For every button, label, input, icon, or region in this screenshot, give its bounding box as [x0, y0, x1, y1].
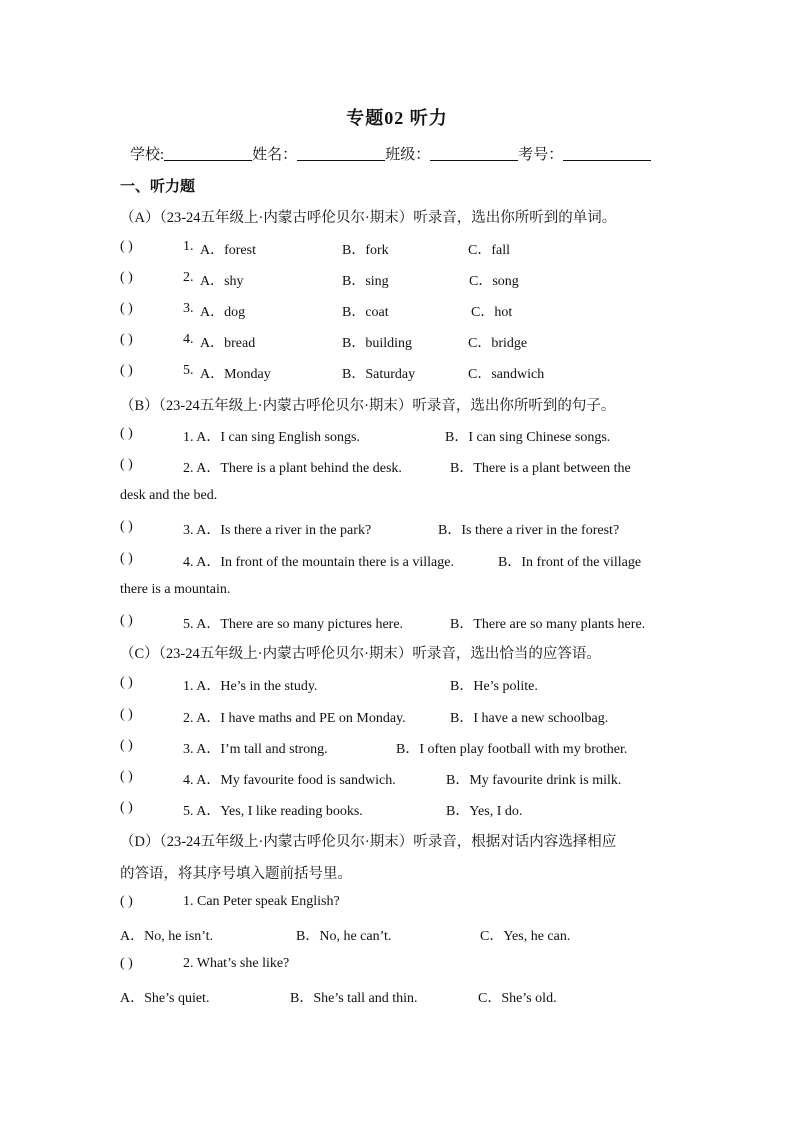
option-b: B．There are so many plants here. [450, 617, 646, 632]
option-c: C．Yes, he can. [480, 929, 571, 944]
option-a: 3. A．I’m tall and strong. [183, 742, 328, 757]
part-a-header: （A）（23-24五年级上·内蒙古呼伦贝尔·期末）听录音，选出你所听到的单词。 [120, 210, 617, 226]
option-a: A．She’s quiet. [120, 991, 210, 1006]
option-b: B．Saturday [342, 367, 416, 382]
number-blank[interactable] [563, 146, 651, 161]
part-d-question [120, 894, 680, 914]
part-b-header: （B）（23-24五年级上·内蒙古呼伦贝尔·期末）听录音，选出你所听到的句子。 [120, 398, 616, 414]
part-b-item [120, 551, 680, 571]
part-c-item [120, 738, 680, 758]
answer-paren[interactable]: ( ) [120, 332, 133, 347]
part-a-item [120, 301, 680, 321]
option-c: C．song [469, 274, 519, 289]
part-b-item [120, 613, 680, 633]
option-b: B．I can sing Chinese songs. [445, 430, 611, 445]
answer-paren[interactable]: ( ) [120, 675, 133, 690]
option-b: B．In front of the village [498, 555, 642, 570]
part-b-item [120, 519, 680, 539]
answer-paren[interactable]: ( ) [120, 707, 133, 722]
answer-paren[interactable]: ( ) [120, 738, 133, 753]
item-number: 3. [183, 301, 194, 316]
section-heading: 一、听力题 [120, 179, 196, 195]
item-number: 1. [183, 239, 194, 254]
name-blank[interactable] [297, 146, 385, 161]
option-a: A．Monday [200, 367, 271, 382]
school-blank[interactable] [164, 146, 252, 161]
part-d-header: （D）（23-24五年级上·内蒙古呼伦贝尔·期末）听录音，根据对话内容选择相应 [120, 834, 617, 850]
option-b: B．There is a plant between the [450, 461, 631, 476]
part-c-item [120, 800, 680, 820]
answer-paren[interactable]: ( ) [120, 956, 133, 971]
item-number: 4. [183, 332, 194, 347]
option-b: B．coat [342, 305, 389, 320]
option-a: A．dog [200, 305, 246, 320]
answer-paren[interactable]: ( ) [120, 800, 133, 815]
answer-paren[interactable]: ( ) [120, 894, 133, 909]
answer-paren[interactable]: ( ) [120, 239, 133, 254]
part-a-item [120, 332, 680, 352]
part-c-item [120, 675, 680, 695]
school-label: 学校: [130, 147, 165, 163]
page-title: 专题02 听力 [346, 108, 448, 128]
option-b: B．He’s polite. [450, 679, 538, 694]
answer-paren[interactable]: ( ) [120, 519, 133, 534]
answer-paren[interactable]: ( ) [120, 270, 133, 285]
part-d-options [120, 987, 680, 1007]
part-b-item [120, 426, 680, 446]
option-a: 3. A．Is there a river in the park? [183, 523, 372, 538]
question-text: 1. Can Peter speak English? [183, 894, 340, 909]
option-b: B．My favourite drink is milk. [446, 773, 622, 788]
option-a: 1. A．I can sing English songs. [183, 430, 360, 445]
answer-paren[interactable]: ( ) [120, 613, 133, 628]
option-a: 2. A．I have maths and PE on Monday. [183, 711, 406, 726]
answer-paren[interactable]: ( ) [120, 426, 133, 441]
option-a: A．bread [200, 336, 256, 351]
option-b: B．Yes, I do. [446, 804, 523, 819]
number-label: 考号： [518, 147, 564, 163]
option-b: B．sing [342, 274, 389, 289]
answer-paren[interactable]: ( ) [120, 457, 133, 472]
option-c: C．sandwich [468, 367, 545, 382]
option-a: A．forest [200, 243, 256, 258]
option-b: B．No, he can’t. [296, 929, 392, 944]
answer-paren[interactable]: ( ) [120, 769, 133, 784]
option-b: B．fork [342, 243, 389, 258]
item-number: 2. [183, 270, 194, 285]
option-b: B．building [342, 336, 413, 351]
option-c: C．bridge [468, 336, 528, 351]
name-label: 姓名： [252, 147, 298, 163]
option-a: A．No, he isn’t. [120, 929, 214, 944]
part-d-header-continuation: 的答语，将其序号填入题前括号里。 [120, 866, 352, 882]
option-b: B．I often play football with my brother. [396, 742, 628, 757]
part-a-item [120, 239, 680, 259]
option-c: C．hot [471, 305, 513, 320]
answer-paren[interactable]: ( ) [120, 363, 133, 378]
question-text: 2. What’s she like? [183, 956, 290, 971]
option-a: 1. A．He’s in the study. [183, 679, 318, 694]
option-a: 5. A．There are so many pictures here. [183, 617, 404, 632]
part-c-item [120, 769, 680, 789]
option-a: 5. A．Yes, I like reading books. [183, 804, 363, 819]
class-label: 班级： [385, 147, 431, 163]
option-a: 4. A．My favourite food is sandwich. [183, 773, 396, 788]
option-a: 2. A．There is a plant behind the desk. [183, 461, 402, 476]
part-b-item-continuation: there is a mountain. [120, 582, 231, 597]
part-d-options [120, 925, 680, 945]
option-c: C．She’s old. [478, 991, 557, 1006]
option-c: C．fall [468, 243, 510, 258]
part-c-item [120, 707, 680, 727]
part-b-item-continuation: desk and the bed. [120, 488, 218, 503]
part-c-header: （C）（23-24五年级上·内蒙古呼伦贝尔·期末）听录音，选出恰当的应答语。 [120, 646, 601, 662]
option-a: A．shy [200, 274, 244, 289]
option-b: B．Is there a river in the forest? [438, 523, 620, 538]
part-a-item [120, 270, 680, 290]
class-blank[interactable] [430, 146, 518, 161]
part-a-item [120, 363, 680, 383]
part-d-question [120, 956, 680, 976]
part-b-item [120, 457, 680, 477]
option-a: 4. A．In front of the mountain there is a village. [183, 555, 454, 570]
option-b: B．I have a new schoolbag. [450, 711, 609, 726]
answer-paren[interactable]: ( ) [120, 551, 133, 566]
option-b: B．She’s tall and thin. [290, 991, 418, 1006]
student-info-row [130, 143, 651, 164]
answer-paren[interactable]: ( ) [120, 301, 133, 316]
item-number: 5. [183, 363, 194, 378]
